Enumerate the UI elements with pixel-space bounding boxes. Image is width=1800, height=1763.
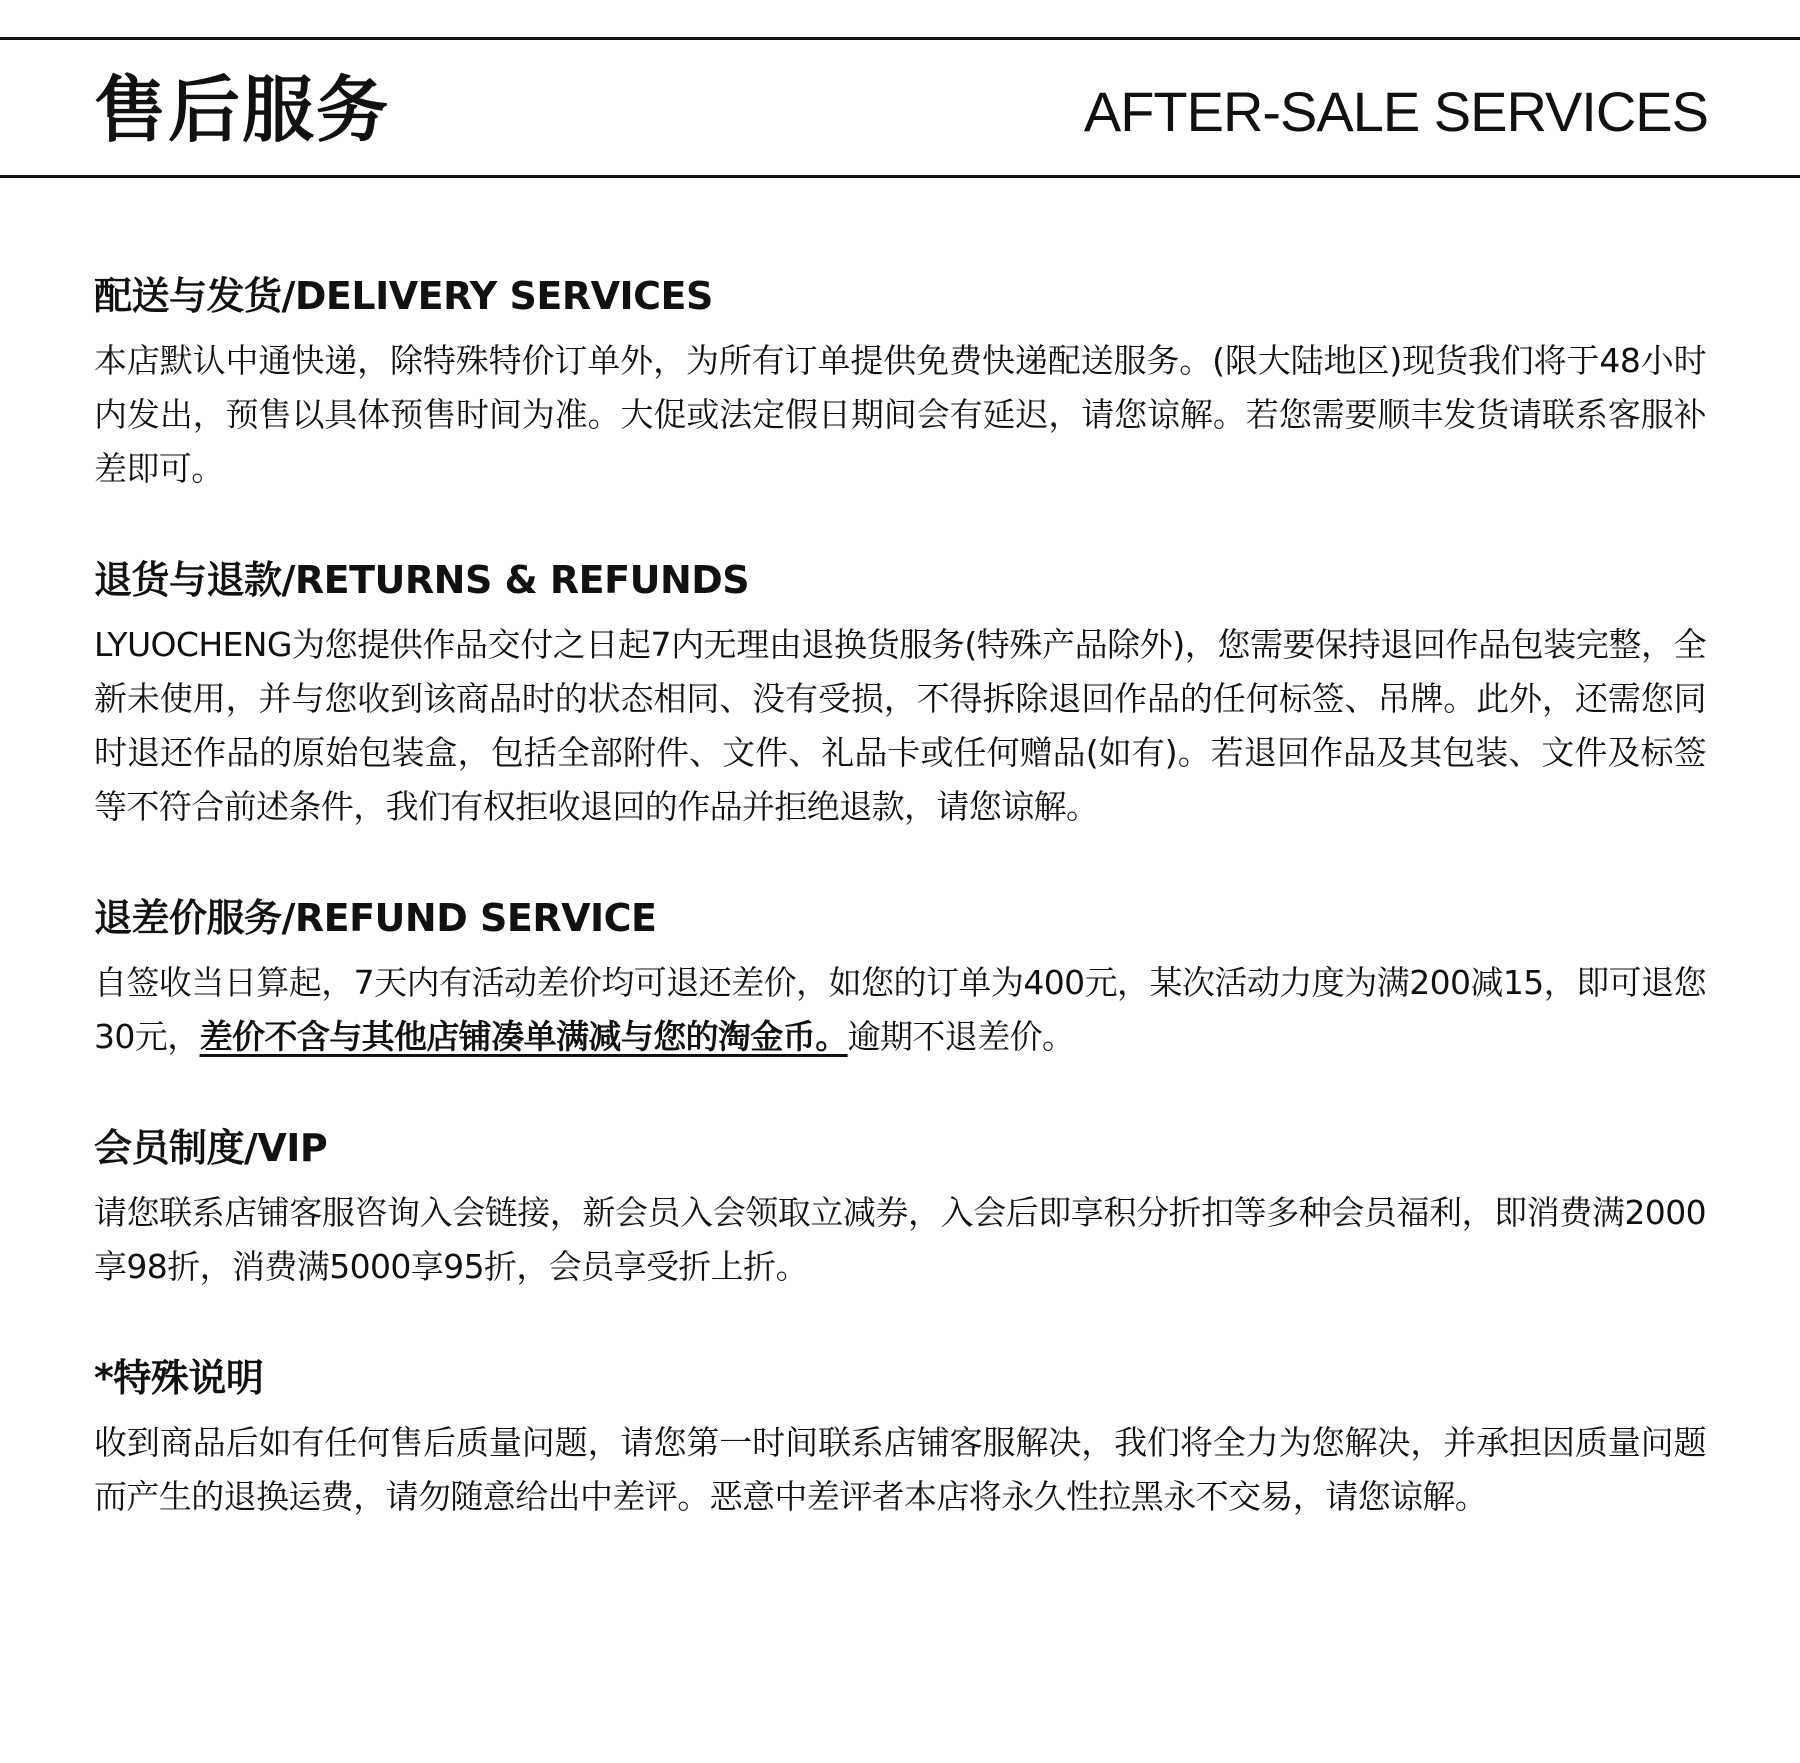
section-returns bbox=[94, 554, 1706, 834]
section-heading: 会员制度/VIP bbox=[94, 1126, 328, 1170]
section-heading: 配送与发货/DELIVERY SERVICES bbox=[94, 274, 713, 318]
section-body: LYUOCHENG为您提供作品交付之日起7内无理由退换货服务(特殊产品除外)，您需要保持退回作品包装完整，全新未使用，并与您收到该商品时的状态相同、没有受损，不得拆除退回作品的任何标签、吊牌。此外，还需您同时退还作品的原始包装盒，包括全部附件、文件、礼品卡或任何赠品(如有)。若退回作品及其包装、文件及标签等不符合前述条件，我们有权拒收退回的作品并拒绝退款，请您谅解。 bbox=[94, 625, 1706, 826]
section-body-text: 逾期不退差价。 bbox=[847, 1017, 1075, 1056]
section-refund bbox=[94, 892, 1706, 1064]
section-heading: 退货与退款/RETURNS & REFUNDS bbox=[94, 558, 750, 602]
section-body: 收到商品后如有任何售后质量问题，请您第一时间联系店铺客服解决，我们将全力为您解决，并承担因质量问题而产生的退换运费，请勿随意给出中差评。恶意中差评者本店将永久性拉黑永不交易，请您谅解。 bbox=[94, 1423, 1706, 1516]
section-heading: *特殊说明 bbox=[94, 1356, 264, 1400]
price-difference-note: 差价不含与其他店铺凑单满减与您的淘金币。 bbox=[199, 1017, 848, 1056]
section-delivery bbox=[94, 270, 1706, 496]
page-header bbox=[0, 37, 1800, 178]
section-special-notes bbox=[94, 1352, 1706, 1524]
section-vip bbox=[94, 1122, 1706, 1294]
section-body: 本店默认中通快递，除特殊特价订单外，为所有订单提供免费快递配送服务。(限大陆地区)现货我们将于48小时内发出，预售以具体预售时间为准。大促或法定假日期间会有延迟，请您谅解。若您需要顺丰发货请联系客服补差即可。 bbox=[94, 341, 1706, 488]
section-heading: 退差价服务/REFUND SERVICE bbox=[94, 896, 657, 940]
section-body: 请您联系店铺客服咨询入会链接，新会员入会领取立减券，入会后即享积分折扣等多种会员福利，即消费满2000享98折，消费满5000享95折，会员享受折上折。 bbox=[94, 1193, 1706, 1286]
page-title: 售后服务 bbox=[94, 68, 391, 152]
policy-content bbox=[94, 270, 1706, 1582]
section-body-text: 自签收当日算起，7天内有活动差价均可退还差价，如您的订单为400元，某次活动力度为满200减15，即可退您30元， bbox=[94, 963, 1706, 1056]
page-title-english: AFTER-SALE SERVICES bbox=[1083, 80, 1708, 143]
section-body bbox=[94, 956, 1706, 1064]
